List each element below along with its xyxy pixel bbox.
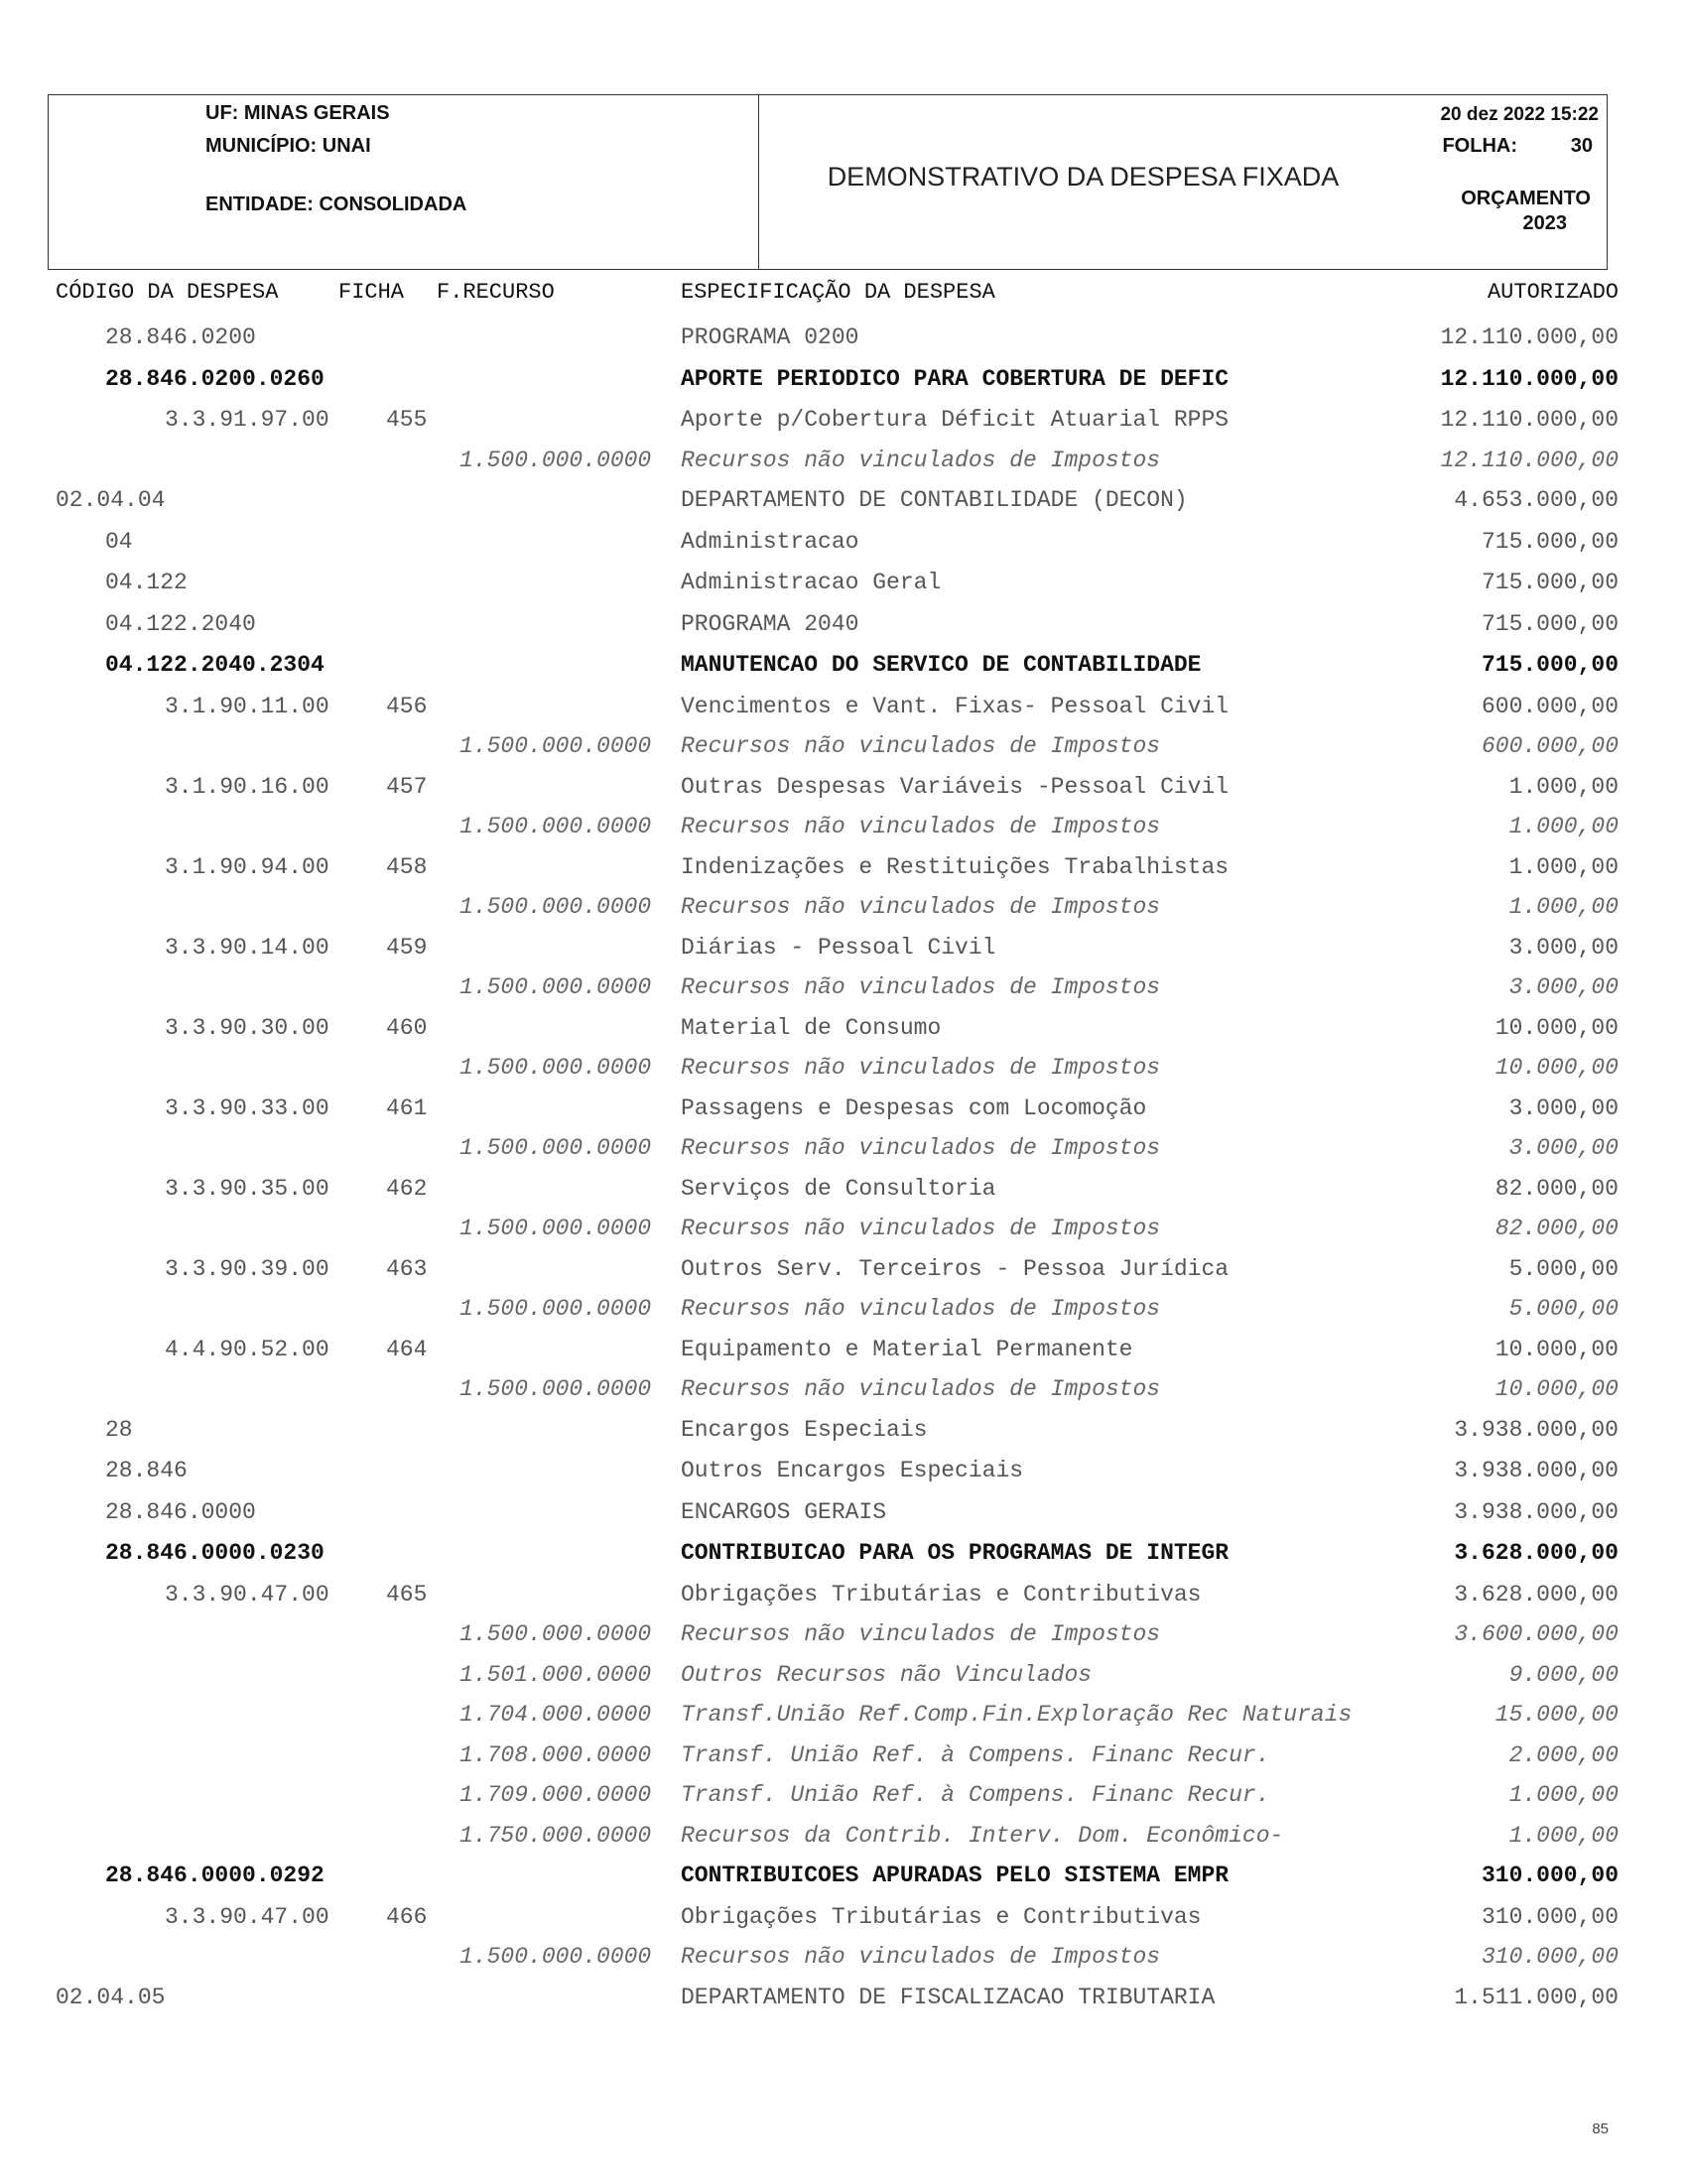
expense-specification: Vencimentos e Vant. Fixas- Pessoal Civil — [681, 694, 1230, 719]
authorized-amount: 310.000,00 — [1481, 1944, 1619, 1970]
authorized-amount: 1.511.000,00 — [1454, 1985, 1619, 2010]
fonte-recurso: 1.750.000.0000 — [459, 1823, 652, 1849]
fonte-recurso: 1.500.000.0000 — [459, 1055, 652, 1081]
authorized-amount: 715.000,00 — [1481, 652, 1619, 678]
folha-value: 30 — [1570, 135, 1593, 157]
expense-specification: ENCARGOS GERAIS — [681, 1499, 887, 1525]
expense-code: 3.3.90.35.00 — [165, 1176, 329, 1202]
authorized-amount: 9.000,00 — [1508, 1662, 1619, 1688]
expense-specification: Encargos Especiais — [681, 1417, 928, 1443]
report-datetime: 20 dez 2022 15:22 — [1440, 104, 1599, 125]
expense-row — [0, 1540, 1688, 1570]
authorized-amount: 1.000,00 — [1508, 854, 1619, 880]
expense-code: 3.3.90.47.00 — [165, 1904, 329, 1930]
fonte-recurso: 1.500.000.0000 — [459, 1621, 652, 1647]
expense-code: 3.3.90.39.00 — [165, 1256, 329, 1282]
expense-specification: Recursos não vinculados de Impostos — [681, 733, 1161, 759]
resource-row — [0, 1742, 1688, 1772]
expense-row — [0, 652, 1688, 682]
expense-specification: MANUTENCAO DO SERVICO DE CONTABILIDADE — [681, 652, 1202, 678]
authorized-amount: 715.000,00 — [1481, 529, 1619, 555]
authorized-amount: 5.000,00 — [1508, 1256, 1619, 1282]
fonte-recurso: 1.500.000.0000 — [459, 974, 652, 1000]
expense-row — [0, 1095, 1688, 1125]
authorized-amount: 10.000,00 — [1494, 1376, 1619, 1402]
authorized-amount: 3.938.000,00 — [1454, 1458, 1619, 1483]
expense-row — [0, 611, 1688, 641]
report-title: DEMONSTRATIVO DA DESPESA FIXADA — [827, 162, 1340, 192]
authorized-amount: 715.000,00 — [1481, 611, 1619, 637]
authorized-amount: 4.653.000,00 — [1454, 487, 1619, 513]
orcamento-label: ORÇAMENTO — [1461, 188, 1591, 209]
authorized-amount: 82.000,00 — [1494, 1176, 1619, 1202]
expense-specification: Recursos não vinculados de Impostos — [681, 1216, 1161, 1241]
expense-code: 28.846.0200 — [105, 324, 256, 350]
expense-specification: APORTE PERIODICO PARA COBERTURA DE DEFIC — [681, 366, 1230, 392]
column-headers — [0, 280, 1688, 310]
col-frecurso: F.RECURSO — [437, 280, 555, 305]
expense-row — [0, 774, 1688, 804]
authorized-amount: 310.000,00 — [1481, 1904, 1619, 1930]
authorized-amount: 3.000,00 — [1508, 1095, 1619, 1121]
expense-specification: DEPARTAMENTO DE FISCALIZACAO TRIBUTARIA — [681, 1985, 1216, 2010]
fonte-recurso: 1.500.000.0000 — [459, 733, 652, 759]
authorized-amount: 3.938.000,00 — [1454, 1499, 1619, 1525]
authorized-amount: 600.000,00 — [1481, 694, 1619, 719]
expense-specification: Outros Serv. Terceiros - Pessoa Jurídica — [681, 1256, 1230, 1282]
expense-code: 3.3.90.47.00 — [165, 1582, 329, 1607]
fonte-recurso: 1.709.000.0000 — [459, 1782, 652, 1808]
ficha-number: 466 — [386, 1904, 428, 1930]
expense-code: 3.3.90.30.00 — [165, 1015, 329, 1041]
expense-row — [0, 854, 1688, 884]
expense-row — [0, 1417, 1688, 1447]
page-number: 85 — [1592, 2120, 1609, 2137]
resource-row — [0, 1216, 1688, 1245]
resource-row — [0, 733, 1688, 763]
expense-specification: Transf. União Ref. à Compens. Financ Recur. — [681, 1742, 1270, 1768]
resource-row — [0, 1621, 1688, 1651]
expense-code: 28.846.0000.0292 — [105, 1863, 325, 1888]
expense-row — [0, 1015, 1688, 1045]
fonte-recurso: 1.500.000.0000 — [459, 1296, 652, 1322]
expense-code: 3.3.91.97.00 — [165, 407, 329, 433]
authorized-amount: 2.000,00 — [1508, 1742, 1619, 1768]
resource-row — [0, 974, 1688, 1004]
ficha-number: 461 — [386, 1095, 428, 1121]
ficha-number: 458 — [386, 854, 428, 880]
expense-specification: Transf.União Ref.Comp.Fin.Exploração Rec Naturais — [681, 1702, 1353, 1728]
entidade-label: ENTIDADE: CONSOLIDADA — [205, 193, 467, 215]
col-codigo: CÓDIGO DA DESPESA — [56, 280, 279, 305]
expense-specification: Administracao — [681, 529, 859, 555]
expense-code: 3.1.90.16.00 — [165, 774, 329, 800]
expense-specification: Recursos não vinculados de Impostos — [681, 1296, 1161, 1322]
authorized-amount: 3.000,00 — [1508, 1135, 1619, 1161]
authorized-amount: 3.000,00 — [1508, 974, 1619, 1000]
expense-specification: Outras Despesas Variáveis -Pessoal Civil — [681, 774, 1230, 800]
expense-code: 28.846.0000 — [105, 1499, 256, 1525]
expense-specification: Recursos não vinculados de Impostos — [681, 1376, 1161, 1402]
expense-code: 04.122.2040.2304 — [105, 652, 325, 678]
expense-specification: Serviços de Consultoria — [681, 1176, 996, 1202]
expense-specification: Outros Encargos Especiais — [681, 1458, 1024, 1483]
authorized-amount: 5.000,00 — [1508, 1296, 1619, 1322]
authorized-amount: 15.000,00 — [1494, 1702, 1619, 1728]
expense-specification: Recursos não vinculados de Impostos — [681, 974, 1161, 1000]
authorized-amount: 600.000,00 — [1481, 733, 1619, 759]
resource-row — [0, 448, 1688, 477]
authorized-amount: 10.000,00 — [1494, 1337, 1619, 1362]
expense-row — [0, 570, 1688, 599]
expense-specification: Recursos não vinculados de Impostos — [681, 1944, 1161, 1970]
resource-row — [0, 1296, 1688, 1326]
ficha-number: 465 — [386, 1582, 428, 1607]
uf-label: UF: MINAS GERAIS — [205, 102, 390, 124]
expense-code: 28.846 — [105, 1458, 188, 1483]
resource-row — [0, 1376, 1688, 1406]
authorized-amount: 3.938.000,00 — [1454, 1417, 1619, 1443]
resource-row — [0, 1055, 1688, 1085]
ficha-number: 463 — [386, 1256, 428, 1282]
authorized-amount: 1.000,00 — [1508, 894, 1619, 920]
resource-row — [0, 894, 1688, 924]
authorized-amount: 1.000,00 — [1508, 814, 1619, 839]
expense-code: 3.1.90.94.00 — [165, 854, 329, 880]
expense-specification: Outros Recursos não Vinculados — [681, 1662, 1093, 1688]
expense-specification: Recursos não vinculados de Impostos — [681, 894, 1161, 920]
expense-specification: Recursos não vinculados de Impostos — [681, 1135, 1161, 1161]
expense-specification: Passagens e Despesas com Locomoção — [681, 1095, 1147, 1121]
authorized-amount: 82.000,00 — [1494, 1216, 1619, 1241]
expense-row — [0, 324, 1688, 354]
resource-row — [0, 1823, 1688, 1853]
municipio-label: MUNICÍPIO: UNAI — [205, 135, 371, 157]
col-autorizado: AUTORIZADO — [1487, 280, 1619, 305]
fonte-recurso: 1.500.000.0000 — [459, 894, 652, 920]
expense-code: 04.122 — [105, 570, 188, 595]
expense-code: 4.4.90.52.00 — [165, 1337, 329, 1362]
authorized-amount: 3.628.000,00 — [1454, 1582, 1619, 1607]
fonte-recurso: 1.501.000.0000 — [459, 1662, 652, 1688]
fonte-recurso: 1.500.000.0000 — [459, 1216, 652, 1241]
expense-specification: Diárias - Pessoal Civil — [681, 935, 996, 961]
expense-specification: Material de Consumo — [681, 1015, 942, 1041]
expense-row — [0, 1582, 1688, 1611]
fonte-recurso: 1.500.000.0000 — [459, 814, 652, 839]
expense-row — [0, 1337, 1688, 1366]
expense-specification: Aporte p/Cobertura Déficit Atuarial RPPS — [681, 407, 1230, 433]
expense-specification: PROGRAMA 2040 — [681, 611, 859, 637]
expense-row — [0, 487, 1688, 517]
authorized-amount: 10.000,00 — [1494, 1015, 1619, 1041]
expense-specification: Recursos não vinculados de Impostos — [681, 814, 1161, 839]
expense-specification: CONTRIBUICAO PARA OS PROGRAMAS DE INTEGR — [681, 1540, 1230, 1566]
resource-row — [0, 814, 1688, 843]
expense-row — [0, 1985, 1688, 2014]
expense-row — [0, 1499, 1688, 1529]
expense-specification: Equipamento e Material Permanente — [681, 1337, 1133, 1362]
ficha-number: 457 — [386, 774, 428, 800]
authorized-amount: 1.000,00 — [1508, 1823, 1619, 1849]
authorized-amount: 3.000,00 — [1508, 935, 1619, 961]
expense-specification: Recursos da Contrib. Interv. Dom. Econômico- — [681, 1823, 1284, 1849]
expense-specification: Indenizações e Restituições Trabalhistas — [681, 854, 1230, 880]
expense-code: 02.04.05 — [56, 1985, 166, 2010]
col-ficha: FICHA — [338, 280, 405, 305]
expense-row — [0, 1458, 1688, 1487]
authorized-amount: 12.110.000,00 — [1440, 448, 1619, 473]
expense-row — [0, 1863, 1688, 1892]
resource-row — [0, 1944, 1688, 1974]
expense-row — [0, 529, 1688, 559]
ficha-number: 462 — [386, 1176, 428, 1202]
ficha-number: 456 — [386, 694, 428, 719]
resource-row — [0, 1782, 1688, 1812]
authorized-amount: 3.628.000,00 — [1454, 1540, 1619, 1566]
fonte-recurso: 1.500.000.0000 — [459, 1944, 652, 1970]
expense-code: 28.846.0000.0230 — [105, 1540, 325, 1566]
authorized-amount: 715.000,00 — [1481, 570, 1619, 595]
expense-specification: Obrigações Tributárias e Contributivas — [681, 1904, 1202, 1930]
authorized-amount: 12.110.000,00 — [1440, 324, 1619, 350]
expense-row — [0, 407, 1688, 437]
expense-code: 3.3.90.14.00 — [165, 935, 329, 961]
expense-specification: Obrigações Tributárias e Contributivas — [681, 1582, 1202, 1607]
authorized-amount: 3.600.000,00 — [1454, 1621, 1619, 1647]
report-header — [48, 94, 1608, 270]
authorized-amount: 12.110.000,00 — [1440, 407, 1619, 433]
expense-code: 3.1.90.11.00 — [165, 694, 329, 719]
expense-row — [0, 1256, 1688, 1286]
col-especificacao: ESPECIFICAÇÃO DA DESPESA — [681, 280, 995, 305]
fonte-recurso: 1.500.000.0000 — [459, 1376, 652, 1402]
expense-code: 04 — [105, 529, 133, 555]
expense-row — [0, 694, 1688, 723]
ficha-number: 464 — [386, 1337, 428, 1362]
expense-specification: Recursos não vinculados de Impostos — [681, 448, 1161, 473]
authorized-amount: 310.000,00 — [1481, 1863, 1619, 1888]
expense-row — [0, 935, 1688, 964]
expense-code: 28.846.0200.0260 — [105, 366, 325, 392]
authorized-amount: 1.000,00 — [1508, 1782, 1619, 1808]
fonte-recurso: 1.708.000.0000 — [459, 1742, 652, 1768]
authorized-amount: 12.110.000,00 — [1440, 366, 1619, 392]
authorized-amount: 10.000,00 — [1494, 1055, 1619, 1081]
expense-code: 02.04.04 — [56, 487, 166, 513]
expense-specification: PROGRAMA 0200 — [681, 324, 859, 350]
resource-row — [0, 1702, 1688, 1732]
expense-row — [0, 1176, 1688, 1206]
fonte-recurso: 1.704.000.0000 — [459, 1702, 652, 1728]
ficha-number: 455 — [386, 407, 428, 433]
folha-label: FOLHA: — [1442, 135, 1517, 157]
expense-row — [0, 366, 1688, 396]
expense-specification: Recursos não vinculados de Impostos — [681, 1621, 1161, 1647]
ficha-number: 460 — [386, 1015, 428, 1041]
expense-specification: Transf. União Ref. à Compens. Financ Recur. — [681, 1782, 1270, 1808]
expense-code: 28 — [105, 1417, 133, 1443]
expense-code: 04.122.2040 — [105, 611, 256, 637]
fonte-recurso: 1.500.000.0000 — [459, 448, 652, 473]
expense-code: 3.3.90.33.00 — [165, 1095, 329, 1121]
expense-specification: Recursos não vinculados de Impostos — [681, 1055, 1161, 1081]
fonte-recurso: 1.500.000.0000 — [459, 1135, 652, 1161]
expense-specification: Administracao Geral — [681, 570, 942, 595]
orcamento-year: 2023 — [1522, 212, 1567, 234]
expense-specification: CONTRIBUICOES APURADAS PELO SISTEMA EMPR — [681, 1863, 1230, 1888]
expense-row — [0, 1904, 1688, 1934]
authorized-amount: 1.000,00 — [1508, 774, 1619, 800]
resource-row — [0, 1662, 1688, 1692]
ficha-number: 459 — [386, 935, 428, 961]
resource-row — [0, 1135, 1688, 1165]
expense-specification: DEPARTAMENTO DE CONTABILIDADE (DECON) — [681, 487, 1188, 513]
